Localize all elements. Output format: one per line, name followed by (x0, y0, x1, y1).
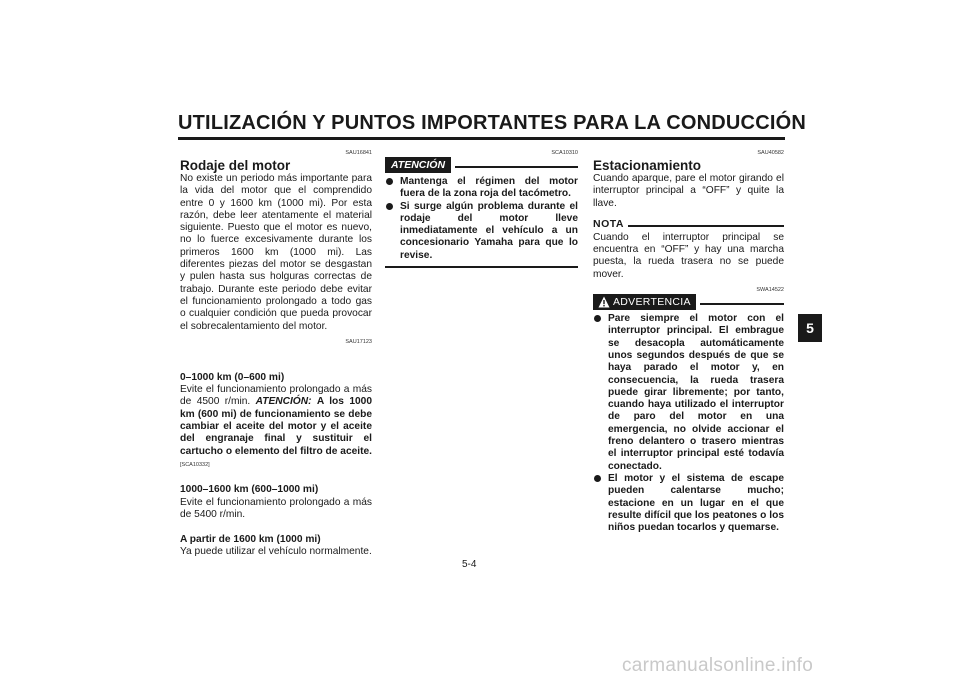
note-text: Cuando el interruptor principal se encuentra en “OFF” y hay una marcha puesta, la rueda trasera no se puede mover. (593, 231, 784, 280)
column-parking (593, 150, 784, 534)
subsection-text: Ya puede utilizar el vehículo normalmente. (180, 546, 372, 558)
attention-label: ATENCIÓN: (255, 396, 312, 408)
subsection-title: 1000–1600 km (600–1000 mi) (180, 484, 319, 496)
warning-badge-label: ADVERTENCIA (613, 296, 691, 309)
divider (455, 166, 578, 168)
list-item: Mantenga el régimen del motor fuera de la zona roja del tacómetro. (385, 176, 578, 201)
warning-header (593, 294, 784, 310)
divider (385, 266, 578, 268)
column-break-in (180, 150, 372, 559)
subsection-text: Evite el funcionamiento prolongado a más de 5400 r/min. (180, 496, 372, 520)
attention-header (385, 157, 578, 173)
warning-triangle-icon (598, 296, 610, 308)
warning-list (593, 313, 784, 534)
section-code: SAU17123 (345, 338, 372, 345)
section-code: SAU16841 (345, 150, 372, 156)
page-title: UTILIZACIÓN Y PUNTOS IMPORTANTES PARA LA CONDUCCIÓN (178, 112, 806, 134)
chapter-tab: 5 (798, 314, 822, 342)
warning-badge (593, 294, 696, 310)
divider (628, 225, 784, 227)
parking-intro: Cuando aparque, pare el motor girando el interruptor principal a “OFF” y quite la llave. (593, 173, 784, 209)
inline-code: [SCA10332] (180, 461, 210, 468)
page-number: 5-4 (462, 559, 477, 570)
section-heading-parking: Estacionamiento (593, 158, 702, 173)
attention-list (385, 176, 578, 262)
section-heading-break-in: Rodaje del motor (180, 158, 291, 173)
column-attention (385, 150, 578, 268)
attention-text: A los 1000 km (600 mi) de funcionamiento se debe cambiar el aceite del motor y el aceite del engranaje final y sustituir el cartucho o elemento del filtro de aceite. (180, 396, 372, 457)
watermark: carmanualsonline.info (622, 655, 814, 676)
note-label: NOTA (593, 217, 624, 230)
list-item: Si surge algún problema durante el rodaje del motor lleve inmediatamente el vehículo a un concesionario Yamaha para que lo revise. (385, 201, 578, 262)
break-in-intro: No existe un periodo más importante para la vida del motor que el comprendido entre 0 y 1600 km (1000 mi). Por esta razón, debe leer atentamente el material siguiente. Puesto que el motor es nuevo, no lo fuerce excesivamente durante los primeros 1600 km (1000 mi). Las diferentes piezas del motor se desgastan y pulen hasta sus holguras correctas de trabajo. Durante este periodo debe evitar el funcionamiento prolongado a todo gas o cualquier condición que pueda provocar el sobrecalentamiento del motor. (180, 173, 372, 332)
list-item: El motor y el sistema de escape pueden calentarse mucho; estacione en un lugar en el que resulte difícil que los peatones o los niños puedan tocarlos y quemarse. (593, 473, 784, 534)
section-code: SCA10310 (551, 150, 578, 156)
subsection-text (180, 384, 372, 471)
subsection-title: A partir de 1600 km (1000 mi) (180, 534, 321, 546)
note-header (593, 216, 784, 232)
attention-badge: ATENCIÓN (385, 157, 451, 173)
header-rule (178, 137, 785, 140)
list-item: Pare siempre el motor con el interruptor principal. El embrague se desacopla automáticamente unos segundos después de que se haya parado el motor y, en consecuencia, la rueda trasera puede girar libremente; por tanto, cuando haya utilizado el interruptor de paro del motor en una emergencia, no olvide accionar el freno delantero o trasero mientras el interruptor principal esté todavía conectado. (593, 313, 784, 473)
subsection-title: 0–1000 km (0–600 mi) (180, 371, 285, 383)
section-code: SWA14522 (756, 287, 784, 294)
subsection-text-plain: Evite el funcionamiento prolongado a más de 4500 r/min. (180, 384, 372, 408)
divider (700, 303, 784, 305)
section-code: SAU40582 (757, 150, 784, 156)
